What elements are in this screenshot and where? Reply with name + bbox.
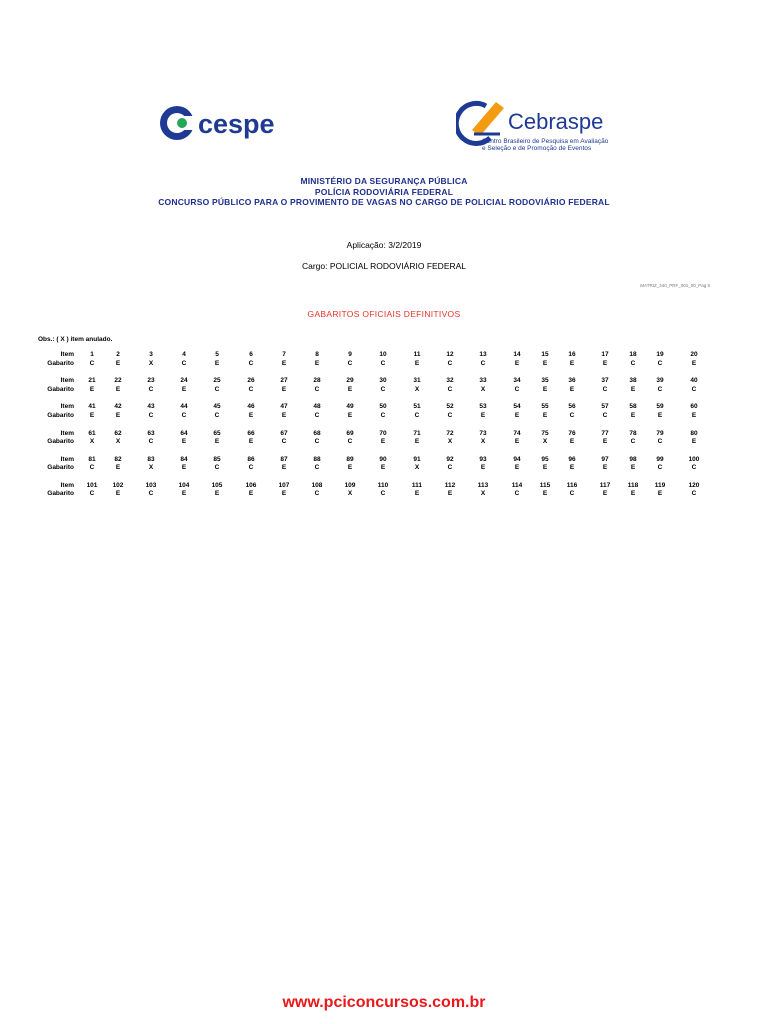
answer-value: C [214, 385, 220, 393]
answer-value: E [602, 438, 608, 446]
answer-value: C [181, 411, 187, 419]
answer-value: E [248, 490, 254, 498]
footer-url[interactable]: www.pciconcursos.com.br [282, 994, 486, 1011]
answer-value: C [148, 438, 154, 446]
item-number: 2 [116, 351, 120, 358]
answer-block [0, 482, 768, 508]
answer-value: C [347, 438, 353, 446]
answer-value: C [314, 490, 320, 498]
item-number: 94 [513, 455, 521, 463]
item-number: 119 [654, 481, 666, 489]
answer-value: C [89, 464, 95, 472]
item-number: 16 [568, 351, 576, 358]
answer-value: X [414, 464, 420, 472]
item-number: 100 [688, 455, 700, 463]
answer-value: E [542, 490, 548, 498]
item-number: 45 [213, 403, 221, 411]
answer-value: C [89, 490, 95, 498]
item-number: 74 [513, 429, 521, 437]
answer-value: E [657, 411, 663, 419]
answer-value: C [691, 464, 697, 472]
item-number: 91 [413, 455, 421, 463]
answer-value: C [657, 359, 663, 367]
answer-value: E [691, 359, 697, 367]
gabarito-row-label: Gabarito [47, 385, 74, 393]
item-number: 15 [541, 351, 549, 358]
answer-value: C [248, 385, 254, 393]
item-number: 77 [601, 429, 609, 437]
answer-value: C [447, 411, 453, 419]
item-number: 1 [90, 351, 94, 358]
item-number: 9 [348, 351, 352, 358]
item-number: 10 [379, 351, 387, 358]
item-row-label: Item [60, 403, 74, 411]
item-number: 39 [656, 377, 664, 385]
item-number: 20 [690, 351, 698, 358]
item-number: 28 [313, 377, 321, 385]
item-number: 12 [446, 351, 454, 358]
item-number: 6 [249, 351, 253, 358]
answer-value: E [414, 359, 420, 367]
item-number: 86 [247, 455, 255, 463]
item-number: 117 [599, 481, 611, 489]
answer-value: C [380, 411, 386, 419]
answer-value: E [602, 464, 608, 472]
item-number: 36 [568, 377, 576, 385]
item-number: 93 [479, 455, 487, 463]
answer-value: C [602, 411, 608, 419]
item-number: 43 [147, 403, 155, 411]
answer-value: E [414, 438, 420, 446]
item-number: 115 [539, 481, 551, 489]
answer-value: E [347, 411, 353, 419]
answer-value: C [657, 385, 663, 393]
document-header [0, 176, 768, 208]
item-number: 3 [149, 351, 153, 358]
answer-value: E [115, 490, 121, 498]
answer-value: E [281, 490, 287, 498]
answer-value: C [447, 464, 453, 472]
item-number: 5 [215, 351, 219, 358]
item-number: 81 [88, 455, 96, 463]
item-number: 44 [180, 403, 188, 411]
cebraspe-logo [456, 96, 636, 156]
answer-value: C [630, 359, 636, 367]
item-number: 92 [446, 455, 454, 463]
answer-block [0, 456, 768, 482]
item-number: 118 [627, 481, 639, 489]
gabarito-row-label: Gabarito [47, 464, 74, 472]
item-number: 18 [629, 351, 637, 358]
answer-value: X [542, 438, 548, 446]
item-number: 50 [379, 403, 387, 411]
item-number: 33 [479, 377, 487, 385]
answer-value: E [630, 411, 636, 419]
answer-value: E [248, 438, 254, 446]
item-number: 38 [629, 377, 637, 385]
item-number: 13 [479, 351, 487, 358]
answer-value: C [657, 438, 663, 446]
item-number: 96 [568, 455, 576, 463]
answer-value: C [248, 359, 254, 367]
answer-value: E [569, 438, 575, 446]
obs-note: Obs.: ( X ) item anulado. [38, 336, 113, 343]
item-number: 98 [629, 455, 637, 463]
item-number: 99 [656, 455, 664, 463]
answer-value: E [569, 385, 575, 393]
item-number: 110 [377, 481, 389, 489]
answer-value: E [380, 464, 386, 472]
item-number: 26 [247, 377, 255, 385]
item-number: 29 [346, 377, 354, 385]
item-number: 112 [444, 481, 456, 489]
item-number: 34 [513, 377, 521, 385]
answer-value: C [214, 464, 220, 472]
answer-value: C [380, 359, 386, 367]
item-row-label: Item [60, 455, 74, 463]
item-number: 97 [601, 455, 609, 463]
item-number: 31 [413, 377, 421, 385]
item-number: 37 [601, 377, 609, 385]
gabarito-row-label: Gabarito [47, 411, 74, 419]
answer-value: E [691, 438, 697, 446]
answer-value: E [602, 359, 608, 367]
answer-value: E [89, 385, 95, 393]
answer-value: E [181, 438, 187, 446]
item-number: 63 [147, 429, 155, 437]
item-number: 21 [88, 377, 96, 385]
item-number: 68 [313, 429, 321, 437]
gabarito-row-label: Gabarito [47, 490, 74, 498]
answer-value: E [281, 464, 287, 472]
answer-value: E [181, 490, 187, 498]
gabarito-row-label: Gabarito [47, 359, 74, 367]
answer-value: E [542, 385, 548, 393]
answer-value: X [89, 438, 95, 446]
answer-value: C [281, 438, 287, 446]
aplicacao-date: Aplicação: 3/2/2019 [346, 240, 422, 250]
answer-value: E [514, 411, 520, 419]
answer-value: E [569, 464, 575, 472]
answer-value: E [115, 385, 121, 393]
item-number: 27 [280, 377, 288, 385]
item-number: 105 [211, 481, 223, 489]
answer-value: C [691, 490, 697, 498]
answer-value: C [89, 359, 95, 367]
item-number: 59 [656, 403, 664, 411]
answer-value: C [314, 438, 320, 446]
answer-value: C [380, 490, 386, 498]
item-number: 73 [479, 429, 487, 437]
item-number: 40 [690, 377, 698, 385]
answer-value: E [115, 411, 121, 419]
item-number: 75 [541, 429, 549, 437]
answer-value: E [181, 464, 187, 472]
item-number: 47 [280, 403, 288, 411]
item-number: 11 [413, 351, 421, 358]
answer-value: E [630, 490, 636, 498]
item-number: 71 [413, 429, 421, 437]
item-number: 72 [446, 429, 454, 437]
item-number: 58 [629, 403, 637, 411]
item-number: 79 [656, 429, 664, 437]
answer-value: E [347, 385, 353, 393]
answer-block [0, 351, 768, 377]
answer-value: C [447, 359, 453, 367]
answer-value: X [480, 438, 486, 446]
header-agency: POLÍCIA RODOVIÁRIA FEDERAL [314, 186, 454, 197]
item-number: 90 [379, 455, 387, 463]
matriz-code: MATRIZ_440_PRF_001_00_Pag 9 [640, 283, 710, 288]
answer-value: E [214, 359, 220, 367]
item-number: 4 [182, 351, 186, 358]
item-number: 64 [180, 429, 188, 437]
item-number: 82 [114, 455, 122, 463]
item-number: 69 [346, 429, 354, 437]
answer-value: E [214, 490, 220, 498]
answer-value: E [691, 411, 697, 419]
answer-value: E [542, 411, 548, 419]
answer-value: C [602, 385, 608, 393]
answer-value: E [569, 359, 575, 367]
item-number: 120 [688, 481, 700, 489]
answer-value: C [569, 411, 575, 419]
answer-value: C [181, 359, 187, 367]
answer-value: C [148, 490, 154, 498]
answer-value: E [542, 359, 548, 367]
answer-value: E [602, 490, 608, 498]
item-number: 61 [88, 429, 96, 437]
item-number: 57 [601, 403, 609, 411]
svg-text:Centro Brasileiro de Pesquisa: Centro Brasileiro de Pesquisa em Avaliação [482, 138, 609, 145]
item-number: 111 [411, 481, 423, 489]
answer-value: C [514, 385, 520, 393]
answer-value: C [148, 411, 154, 419]
item-number: 84 [180, 455, 188, 463]
answer-value: C [569, 490, 575, 498]
item-number: 114 [511, 481, 523, 489]
answer-value: C [514, 490, 520, 498]
item-number: 35 [541, 377, 549, 385]
item-number: 17 [601, 351, 609, 358]
answer-value: C [148, 385, 154, 393]
item-number: 76 [568, 429, 576, 437]
answer-value: E [514, 464, 520, 472]
answer-value: E [89, 411, 95, 419]
item-number: 83 [147, 455, 155, 463]
answer-value: E [514, 359, 520, 367]
item-number: 78 [629, 429, 637, 437]
answer-value: X [115, 438, 121, 446]
item-number: 108 [311, 481, 323, 489]
item-row-label: Item [60, 377, 74, 385]
answer-value: E [380, 438, 386, 446]
item-number: 70 [379, 429, 387, 437]
answer-value: E [514, 438, 520, 446]
item-number: 56 [568, 403, 576, 411]
answer-value: C [657, 464, 663, 472]
answer-value: C [630, 438, 636, 446]
answer-value: E [181, 385, 187, 393]
answer-value: C [380, 385, 386, 393]
item-number: 49 [346, 403, 354, 411]
header-ministry: MINISTÉRIO DA SEGURANÇA PÚBLICA [300, 176, 468, 186]
answer-value: X [148, 464, 154, 472]
item-number: 23 [147, 377, 155, 385]
answer-value: E [657, 490, 663, 498]
item-number: 7 [282, 351, 286, 358]
item-row-label: Item [60, 481, 74, 489]
item-row-label: Item [60, 351, 74, 358]
answer-value: X [447, 438, 453, 446]
answer-value: E [214, 438, 220, 446]
answer-value: C [347, 359, 353, 367]
answer-value: E [115, 464, 121, 472]
item-number: 25 [213, 377, 221, 385]
answer-value: X [148, 359, 154, 367]
item-number: 30 [379, 377, 387, 385]
item-number: 41 [88, 403, 96, 411]
answer-value: X [347, 490, 353, 498]
item-number: 51 [413, 403, 421, 411]
answer-value: X [480, 385, 486, 393]
answer-value: C [314, 464, 320, 472]
item-number: 89 [346, 455, 354, 463]
item-number: 102 [112, 481, 124, 489]
answer-value: C [248, 464, 254, 472]
item-number: 24 [180, 377, 188, 385]
item-number: 65 [213, 429, 221, 437]
answer-key-grid [0, 351, 768, 508]
gabaritos-title: GABARITOS OFICIAIS DEFINITIVOS [307, 309, 461, 319]
answer-value: X [414, 385, 420, 393]
answer-value: E [630, 464, 636, 472]
item-number: 88 [313, 455, 321, 463]
answer-block [0, 430, 768, 456]
item-number: 106 [245, 481, 257, 489]
item-number: 14 [513, 351, 521, 358]
answer-value: E [542, 464, 548, 472]
answer-value: E [480, 464, 486, 472]
answer-value: C [314, 385, 320, 393]
item-number: 52 [446, 403, 454, 411]
answer-value: E [248, 411, 254, 419]
item-number: 8 [315, 351, 319, 358]
answer-value: C [691, 385, 697, 393]
item-number: 87 [280, 455, 288, 463]
item-number: 116 [566, 481, 578, 489]
answer-value: C [414, 411, 420, 419]
header-contest: CONCURSO PÚBLICO PARA O PROVIMENTO DE VAGAS NO CARGO DE POLICIAL RODOVIÁRIO FEDERAL [158, 197, 610, 207]
answer-block [0, 403, 768, 429]
item-number: 66 [247, 429, 255, 437]
answer-block [0, 377, 768, 403]
item-number: 109 [344, 481, 356, 489]
answer-value: E [281, 359, 287, 367]
item-number: 101 [86, 481, 98, 489]
item-number: 60 [690, 403, 698, 411]
cargo-title: Cargo: POLICIAL RODOVIÁRIO FEDERAL [301, 261, 467, 271]
item-number: 107 [278, 481, 290, 489]
answer-value: C [480, 359, 486, 367]
answer-value: C [447, 385, 453, 393]
answer-value: X [480, 490, 486, 498]
item-number: 80 [690, 429, 698, 437]
item-number: 19 [656, 351, 664, 358]
item-number: 85 [213, 455, 221, 463]
answer-value: E [347, 464, 353, 472]
item-number: 22 [114, 377, 122, 385]
item-number: 62 [114, 429, 122, 437]
item-number: 42 [114, 403, 122, 411]
item-number: 103 [145, 481, 157, 489]
cespe-logo [158, 102, 288, 144]
answer-value: E [447, 490, 453, 498]
answer-value: E [281, 411, 287, 419]
item-number: 53 [479, 403, 487, 411]
answer-value: E [414, 490, 420, 498]
answer-value: C [314, 411, 320, 419]
item-number: 32 [446, 377, 454, 385]
item-number: 113 [477, 481, 489, 489]
item-number: 48 [313, 403, 321, 411]
answer-value: E [480, 411, 486, 419]
answer-value: E [314, 359, 320, 367]
answer-value: E [115, 359, 121, 367]
item-number: 95 [541, 455, 549, 463]
item-number: 67 [280, 429, 288, 437]
svg-text:cespe: cespe [198, 109, 275, 139]
svg-text:e Seleção e de Promoção de Eve: e Seleção e de Promoção de Eventos [482, 145, 592, 152]
answer-value: E [630, 385, 636, 393]
item-number: 54 [513, 403, 521, 411]
item-row-label: Item [60, 429, 74, 437]
item-number: 104 [178, 481, 190, 489]
svg-text:Cebraspe: Cebraspe [508, 109, 604, 134]
answer-value: C [214, 411, 220, 419]
item-number: 46 [247, 403, 255, 411]
gabarito-row-label: Gabarito [47, 438, 74, 446]
answer-value: E [281, 385, 287, 393]
item-number: 55 [541, 403, 549, 411]
